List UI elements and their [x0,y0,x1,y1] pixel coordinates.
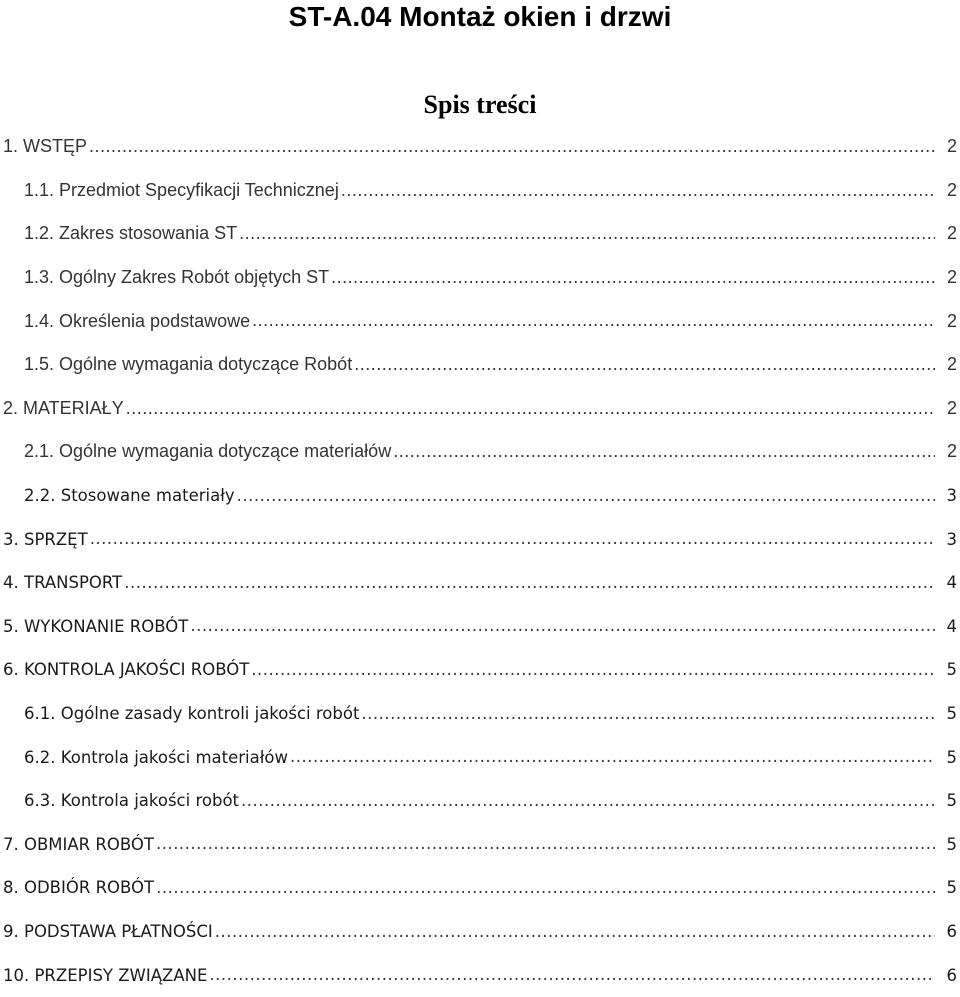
toc-entry-label: 5. WYKONANIE ROBÓT [3,616,189,636]
dot-leader [215,922,935,942]
toc-entry-label: 6.3. Kontrola jakości robót [24,791,240,811]
toc-entry[interactable] [3,779,960,823]
toc-entry[interactable] [3,953,960,997]
table-of-contents [3,125,960,997]
toc-entry-page: 2 [946,441,957,462]
toc-entry[interactable] [3,212,960,256]
toc-entry-label: 1. WSTĘP [3,136,88,157]
toc-entry-label: 1.2. Zakres stosowania ST [24,223,238,244]
toc-entry[interactable] [3,430,960,474]
toc-entry[interactable] [3,561,960,605]
dot-leader [331,267,935,289]
toc-entry-label: 6. KONTROLA JAKOŚCI ROBÓT [3,660,250,680]
document-title: ST-A.04 Montaż okien i drzwi [288,1,672,32]
toc-entry-label: 1.1. Przedmiot Specyfikacji Technicznej [24,179,339,200]
toc-entry-page: 6 [946,921,957,941]
toc-entry[interactable] [3,735,960,779]
toc-entry-label: 2.2. Stosowane materiały [24,486,235,506]
toc-entry-page: 2 [946,179,957,200]
toc-heading: Spis treści [423,90,537,119]
toc-entry-page: 5 [946,704,957,724]
toc-entry-page: 2 [946,267,957,288]
toc-entry-page: 4 [946,573,957,593]
toc-entry-label: 7. OBMIAR ROBÓT [3,834,154,854]
dot-leader [156,878,935,898]
toc-entry[interactable] [3,343,960,387]
toc-entry-page: 5 [946,834,957,854]
toc-entry-page: 4 [946,616,957,636]
dot-leader [156,834,935,854]
toc-entry[interactable] [3,823,960,867]
toc-entry-label: 3. SPRZĘT [3,529,88,549]
toc-entry-page: 2 [946,354,957,375]
toc-entry-label: 1.5. Ogólne wymagania dotyczące Robót [24,354,353,375]
toc-entry-page: 2 [946,397,957,418]
toc-entry-page: 3 [946,486,957,506]
dot-leader [126,398,935,420]
dot-leader [237,486,935,506]
toc-entry-page: 5 [946,878,957,898]
dot-leader [89,136,935,158]
toc-entry-page: 2 [946,136,957,157]
toc-entry-page: 5 [946,747,957,767]
toc-entry-page: 3 [946,529,957,549]
toc-entry-label: 6.1. Ogólne zasady kontroli jakości robót [24,704,360,724]
dot-leader [361,704,935,724]
toc-entry[interactable] [3,169,960,213]
dot-leader [124,573,935,593]
dot-leader [241,791,935,811]
dot-leader [354,354,935,376]
toc-entry-label: 4. TRANSPORT [3,573,123,593]
dot-leader [239,223,935,245]
toc-entry[interactable] [3,299,960,343]
toc-entry[interactable] [3,866,960,910]
dot-leader [393,441,935,463]
dot-leader [341,180,935,202]
toc-entry-page: 6 [946,965,957,985]
dot-leader [90,529,935,549]
toc-entry[interactable] [3,517,960,561]
toc-entry-label: 9. PODSTAWA PŁATNOŚCI [3,921,213,941]
toc-entry-page: 2 [946,223,957,244]
dot-leader [252,310,935,332]
toc-entry-page: 2 [946,310,957,331]
toc-entry-label: 6.2. Kontrola jakości materiałów [24,747,289,767]
dot-leader [251,660,935,680]
toc-entry[interactable] [3,387,960,431]
toc-entry[interactable] [3,125,960,169]
toc-entry-label: 2.1. Ogólne wymagania dotyczące materiałów [24,441,392,462]
toc-entry[interactable] [3,605,960,649]
toc-entry-label: 8. ODBIÓR ROBÓT [3,878,155,898]
toc-entry-label: 2. MATERIAŁY [3,397,124,418]
dot-leader [209,965,935,985]
toc-entry-page: 5 [946,791,957,811]
dot-leader [190,616,935,636]
dot-leader [290,747,935,767]
toc-entry[interactable] [3,910,960,954]
toc-entry-page: 5 [946,660,957,680]
toc-entry[interactable] [3,256,960,300]
toc-entry-label: 1.4. Określenia podstawowe [24,310,251,331]
toc-entry[interactable] [3,474,960,518]
toc-entry-label: 10. PRZEPISY ZWIĄZANE [3,965,208,985]
toc-entry[interactable] [3,648,960,692]
toc-entry[interactable] [3,692,960,736]
toc-entry-label: 1.3. Ogólny Zakres Robót objętych ST [24,267,330,288]
